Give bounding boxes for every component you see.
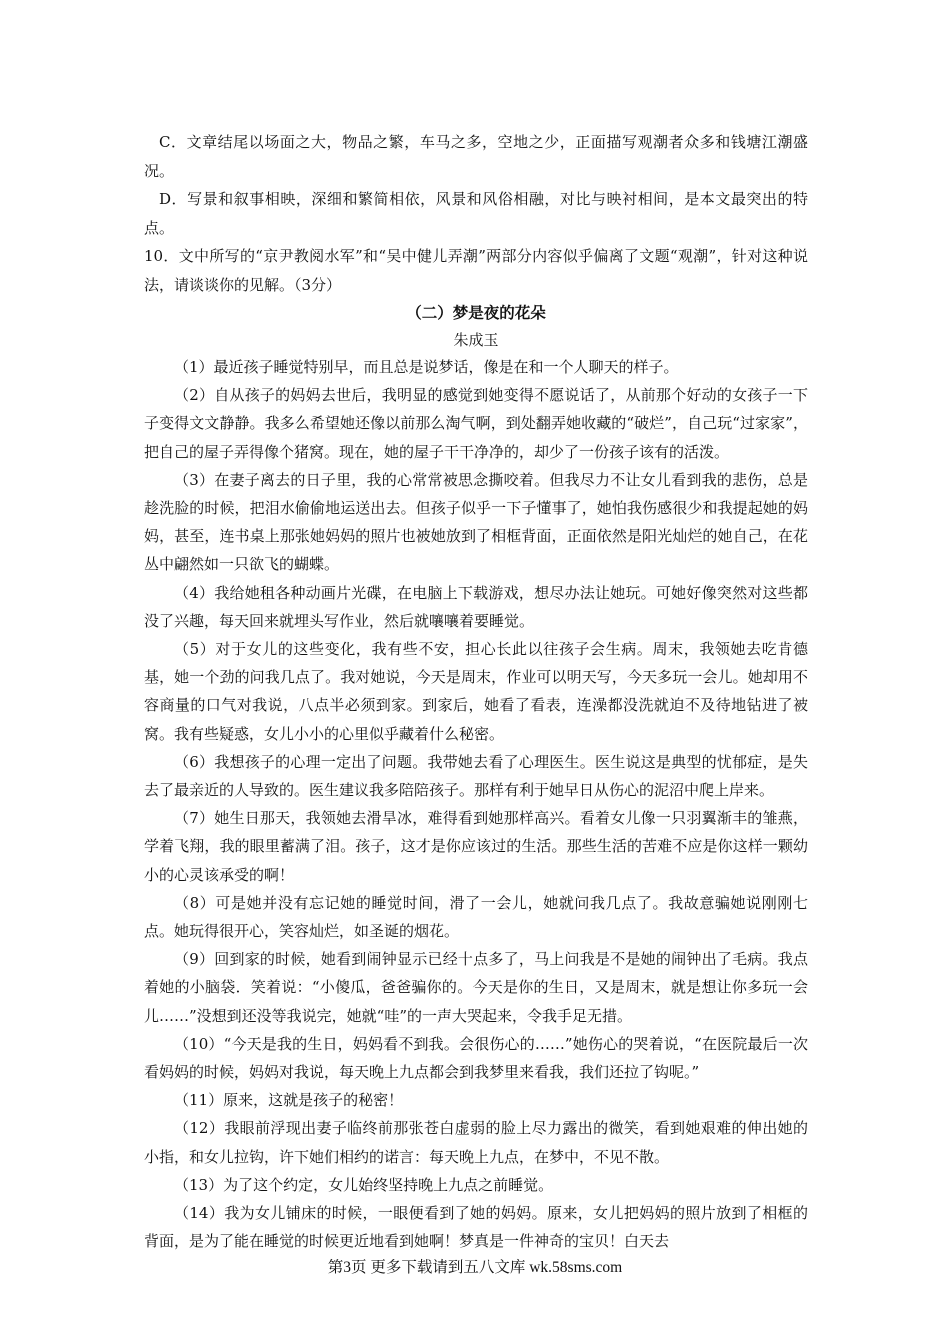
paragraph-13: （13）为了这个约定，女儿始终坚持晚上九点之前睡觉。: [174, 1175, 554, 1194]
paragraph-9: （9）回到家的时候，她看到闹钟显示已经十点多了，马上问我是不是她的闹钟出了毛病。我点着她的小脑袋．笑着说：“小傻瓜，爸爸骗你的。今天是你的生日，又是周末，就是想让你多玩一会儿……”没想到还没等我说完，她就“哇”的一声大哭起来，令我手足无措。: [144, 950, 808, 1025]
question-10: 10．文中所写的“京尹教阅水军”和“吴中健儿弄潮”两部分内容似乎偏离了文题“观潮”，针对这种说法，请谈谈你的见解。（3分）: [144, 247, 808, 294]
paragraph-10: （10）“今天是我的生日，妈妈看不到我。会很伤心的……”她伤心的哭着说，“在医院最后一次看妈妈的时候，妈妈对我说，每天晚上九点都会到我梦里来看我，我们还拉了钩呢。”: [144, 1034, 808, 1082]
paragraph-4: （4）我给她租各种动画片光碟，在电脑上下载游戏，想尽办法让她玩。可她好像突然对这些都没了兴趣，每天回来就埋头写作业，然后就嚷嚷着要睡觉。: [144, 583, 808, 630]
option-c: C．文章结尾以场面之大，物品之繁，车马之多，空地之少，正面描写观潮者众多和钱塘江潮盛况。: [144, 133, 808, 180]
paragraph-1: （1）最近孩子睡觉特别早，而且总是说梦话，像是在和一个人聊天的样子。: [174, 358, 679, 376]
paragraph-12: （12）我眼前浮现出妻子临终前那张苍白虚弱的脸上尽力露出的微笑，看到她艰难的伸出她的小指，和女儿拉钩，许下她们相约的诺言：每天晚上九点，在梦中，不见不散。: [144, 1119, 808, 1166]
paragraph-8: （8）可是她并没有忘记她的睡觉时间，滑了一会儿，她就问我几点了。我故意骗她说刚刚七点。她玩得很开心，笑容灿烂，如圣诞的烟花。: [144, 893, 808, 941]
article-author: 朱成玉: [453, 331, 499, 349]
paragraph-3: （3）在妻子离去的日子里，我的心常常被思念撕咬着。但我尽力不让女儿看到我的悲伤，总是趁洗脸的时候，把泪水偷偷地运送出去。但孩子似乎一下子懂事了，她怕我伤感很少和我提起她的妈妈，甚至，连书桌上那张她妈妈的照片也被她放到了相框背面，正面依然是阳光灿烂的她自己，在花丛中翩然如一只欲飞的蝴蝶。: [144, 470, 808, 574]
page-content: [144, 128, 808, 1256]
article-title: （二）梦是夜的花朵: [406, 304, 546, 322]
page-footer: 第3页 更多下载请到五八文库 wk.58sms.com: [327, 1259, 623, 1276]
paragraph-7: （7）她生日那天，我领她去滑旱冰，难得看到她那样高兴。看着女儿像一只羽翼渐丰的雏燕，学着飞翔，我的眼里蓄满了泪。孩子，这才是你应该过的生活。那些生活的苦难不应是你这样一颗幼小的心灵该承受的啊！: [144, 809, 808, 884]
paragraph-6: （6）我想孩子的心理一定出了问题。我带她去看了心理医生。医生说这是典型的忧郁症，是失去了最亲近的人导致的。医生建议我多陪陪孩子。那样有利于她早日从伤心的泥沼中爬上岸来。: [144, 752, 808, 800]
option-d: D．写景和叙事相映，深细和繁简相依，风景和风俗相融，对比与映衬相间，是本文最突出的特点。: [144, 190, 808, 237]
paragraph-11: （11）原来，这就是孩子的秘密！: [174, 1091, 404, 1110]
paragraph-2: （2）自从孩子的妈妈去世后，我明显的感觉到她变得不愿说话了，从前那个好动的女孩子一下子变得文文静静。我多么希望她还像以前那么淘气啊，到处翻弄她收藏的“破烂”，自己玩“过家家”，把自己的屋子弄得像个猪窝。现在，她的屋子干干净净的，却少了一份孩子该有的活泼。: [144, 386, 808, 461]
paragraph-14: （14）我为女儿铺床的时候，一眼便看到了她的妈妈。原来，女儿把妈妈的照片放到了相框的背面，是为了能在睡觉的时候更近地看到她啊！梦真是一件神奇的宝贝！白天去: [144, 1204, 808, 1251]
paragraph-5: （5）对于女儿的这些变化，我有些不安，担心长此以往孩子会生病。周末，我领她去吃肯德基，她一个劲的问我几点了。我对她说，今天是周末，作业可以明天写，今天多玩一会儿。她却用不容商量的口气对我说，八点半必须到家。到家后，她看了看表，连澡都没洗就迫不及待地钻进了被窝。我有些疑惑，女儿小小的心里似乎藏着什么秘密。: [144, 640, 808, 743]
